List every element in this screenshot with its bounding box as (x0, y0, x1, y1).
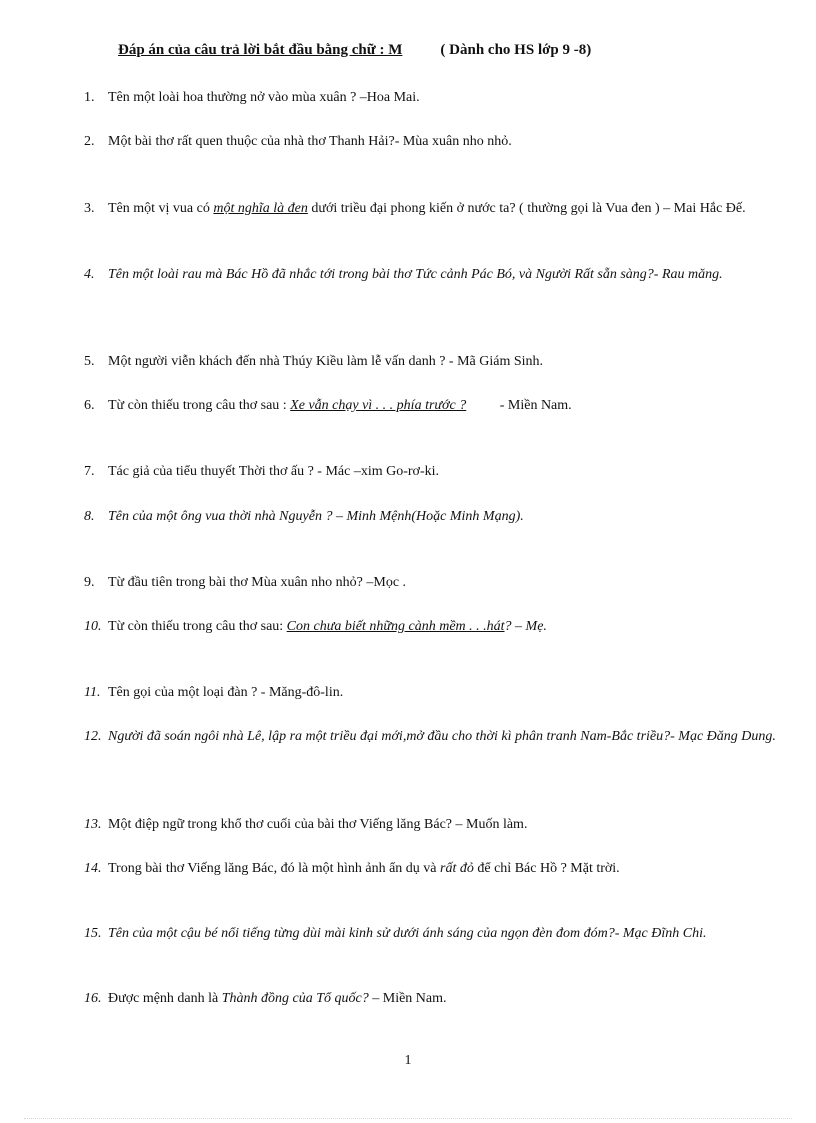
page-bottom-divider (24, 1118, 792, 1119)
question-item-7 (84, 461, 784, 483)
page-heading (118, 42, 591, 59)
item-number: 7. (84, 464, 95, 479)
heading-title: Đáp án của câu trả lời bắt đầu bằng chữ : M (118, 42, 403, 58)
item-number: 16. (84, 991, 102, 1006)
item-number: 9. (84, 575, 95, 590)
heading-subtitle: ( Dành cho HS lớp 9 -8) (440, 42, 592, 58)
item-text: Từ còn thiếu trong câu thơ sau : Xe vẫn chạy vì . . . phía trước ? - Miền Nam. (108, 398, 572, 413)
item-number: 8. (84, 509, 95, 524)
item-text: Người đã soán ngôi nhà Lê, lập ra một triều đại mới,mở đầu cho thời kì phân tranh Nam-Bắc triều?- Mạc Đăng Dung. (108, 729, 776, 744)
emphasis-text: Con chưa biết những cành mềm . . .hát (286, 619, 505, 634)
item-number: 2. (84, 134, 95, 149)
item-number: 15. (84, 926, 102, 941)
item-text: Một điệp ngữ trong khổ thơ cuối của bài thơ Viếng lăng Bác? – Muốn làm. (108, 817, 528, 832)
item-text: Trong bài thơ Viếng lăng Bác, đó là một hình ảnh ẩn dụ và rất đỏ để chỉ Bác Hồ ? Mặt trời. (108, 861, 620, 876)
question-item-8 (84, 506, 784, 528)
emphasis-text: Thành đồng của Tổ quốc? (221, 991, 369, 1006)
item-number: 5. (84, 354, 95, 369)
item-number: 6. (84, 398, 95, 413)
item-number: 4. (84, 267, 95, 282)
page-number: 1 (404, 1053, 412, 1068)
question-item-9 (84, 572, 784, 594)
question-item-12 (84, 726, 784, 748)
item-number: 3. (84, 201, 95, 216)
item-number: 10. (84, 619, 102, 634)
item-text: Từ còn thiếu trong câu thơ sau: Con chưa biết những cành mềm . . .hát? – Mẹ. (108, 619, 547, 634)
question-item-6 (84, 395, 784, 417)
question-item-4 (84, 264, 784, 286)
item-text: Tên một vị vua có một nghĩa là đen dưới triều đại phong kiến ở nước ta? ( thường gọi là Vua đen ) – Mai Hắc Đế. (108, 201, 746, 216)
item-text: Tên một loài hoa thường nở vào mùa xuân ? –Hoa Mai. (108, 90, 420, 105)
question-item-5 (84, 351, 784, 373)
item-number: 1. (84, 90, 95, 105)
question-item-13 (84, 814, 784, 836)
item-number: 12. (84, 729, 102, 744)
item-number: 13. (84, 817, 102, 832)
item-text: Tên của một cậu bé nổi tiếng từng dùi mài kinh sử dưới ánh sáng của ngọn đèn đom đóm?- Mạc Đĩnh Chi. (108, 926, 707, 941)
question-item-1 (84, 87, 784, 109)
question-item-14 (84, 858, 784, 880)
emphasis-text: một nghĩa là đen (213, 201, 308, 216)
item-number: 14. (84, 861, 102, 876)
item-text: Tên của một ông vua thời nhà Nguyễn ? – Minh Mệnh(Hoặc Minh Mạng). (108, 509, 524, 524)
question-item-16 (84, 988, 784, 1010)
item-number: 11. (84, 685, 101, 700)
question-item-2 (84, 131, 784, 153)
item-text: Tên một loài rau mà Bác Hồ đã nhắc tới trong bài thơ Tức cảnh Pác Bó, và Người Rất sẵn sàng?- Rau măng. (108, 267, 723, 282)
item-text: Một bài thơ rất quen thuộc của nhà thơ Thanh Hải?- Mùa xuân nho nhỏ. (108, 134, 512, 149)
question-item-10 (84, 616, 784, 638)
item-text: Từ đầu tiên trong bài thơ Mùa xuân nho nhỏ? –Mọc . (108, 575, 407, 590)
item-text: Được mệnh danh là Thành đồng của Tổ quốc? – Miền Nam. (108, 991, 447, 1006)
emphasis-text: rất đỏ (440, 861, 474, 876)
item-text: Tên gọi của một loại đàn ? - Măng-đô-lin. (108, 685, 344, 700)
question-item-11 (84, 682, 784, 704)
item-text: Tác giả của tiểu thuyết Thời thơ ấu ? - Mác –xim Go-rơ-ki. (108, 464, 440, 479)
question-item-15 (84, 923, 784, 945)
item-text: Một người viễn khách đến nhà Thúy Kiều làm lễ vấn danh ? - Mã Giám Sinh. (108, 354, 544, 369)
emphasis-text: Xe vẫn chạy vì . . . phía trước ? (290, 398, 467, 413)
question-item-3 (84, 198, 784, 220)
